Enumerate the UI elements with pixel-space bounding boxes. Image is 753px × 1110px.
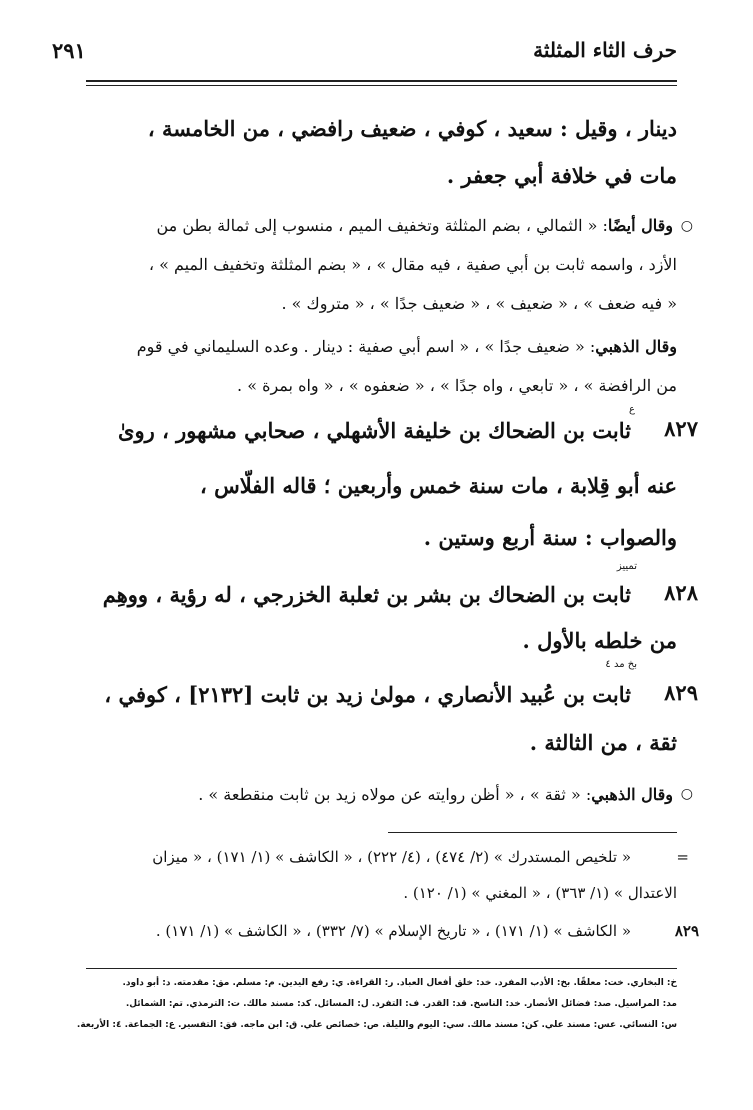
footnote-line: الاعتدال » (١/ ٣٦٣) ، « المغني » (١/ ١٢٠) . (403, 884, 677, 902)
main-text-line: مات في خلافة أبي جعفر . (446, 163, 677, 188)
chapter-title: حرف الثاء المثلثة (533, 38, 677, 62)
note-text: : « الثمالي ، بضم المثلثة وتخفيف الميم ، منسوب إلى ثمالة بطن من (156, 216, 608, 235)
note-circle-icon: ○ (680, 218, 693, 234)
note-line: الأزد ، واسمه ثابت بن أبي صفية ، فيه مقال » ، « بضم المثلثة وتخفيف الميم » ، (148, 255, 677, 274)
note-text: : « ثقة » ، « أظن روايته عن مولاه زيد بن ثابت منقطعة » . (198, 785, 592, 804)
note-lead: وقال أيضًا (607, 216, 673, 235)
footnote-number: ٨٢٩ (674, 922, 699, 940)
header-rule-thin (86, 85, 677, 86)
entry-line: ثابت بن عُبيد الأنصاري ، مولىٰ زيد بن ثابت [٢١٣٢] ، كوفي ، (104, 682, 631, 707)
entry-symbol: ع (629, 404, 635, 415)
entry-number: ٨٢٨ (664, 580, 698, 605)
entry-line: ثابت بن الضحاك بن بشر بن ثعلبة الخزرجي ، له رؤية ، ووهِم (102, 582, 631, 607)
entry-number: ٨٢٧ (664, 416, 698, 441)
entry-line: والصواب : سنة أربع وستين . (423, 525, 677, 550)
abbreviations-rule (86, 968, 677, 969)
note-line: من الرافضة » ، « تابعي ، واه جدًا » ، « ضعفوه » ، « واه بمرة » . (237, 376, 677, 395)
entry-line: من خلطه بالأول . (522, 628, 677, 653)
page-number: ٢٩١ (52, 38, 86, 63)
footnote-line: « الكاشف » (١/ ١٧١) ، « تاريخ الإسلام » (٧/ ٣٣٢) ، « الكاشف » (١/ ١٧١) . (155, 922, 631, 940)
abbreviations-line: س: النسائي. عس: مسند علي. كن: مسند مالك. سي: اليوم والليلة. ص: خصائص علي. ق: ابن ماجه. فق: التفسير. ع: الجماعة. ٤: الأربعة. (76, 1020, 677, 1030)
entry-symbol: تمييز (616, 561, 637, 572)
entry-symbol: بخ مد ٤ (605, 659, 637, 670)
note-lead: وقال الذهبي (595, 337, 677, 356)
header-rule (86, 80, 677, 82)
note-circle-icon: ○ (680, 786, 693, 802)
entry-number: ٨٢٩ (664, 680, 698, 705)
footnote-mark: = (676, 848, 689, 866)
note-text: : « ضعيف جدًا » ، « اسم أبي صفية : دينار . وعده السليماني في قوم (136, 337, 596, 356)
note-line (84, 776, 673, 814)
footnote-rule (388, 832, 677, 833)
entry-line: عنه أبو قِلابة ، مات سنة خمس وأربعين ؛ قاله الفلّاس ، (199, 473, 677, 498)
note-line: « فيه ضعف » ، « ضعيف » ، « ضعيف جدًا » ، « متروك » . (281, 294, 677, 313)
note-line (84, 207, 673, 245)
entry-line: ثقة ، من الثالثة . (529, 730, 677, 755)
main-text-line: دينار ، وقيل : سعيد ، كوفي ، ضعيف رافضي ، من الخامسة ، (147, 116, 677, 141)
note-line (84, 328, 677, 366)
footnote-line: « تلخيص المستدرك » (٢/ ٤٧٤) ، (٤/ ٢٢٢) ، « الكاشف » (١/ ١٧١) ، « ميزان (152, 848, 631, 866)
entry-line: ثابت بن الضحاك بن خليفة الأشهلي ، صحابي مشهور ، روىٰ (118, 418, 631, 443)
abbreviations-line: مد: المراسيل. صد: فضائل الأنصار. خد: الناسخ. قد: القدر. ف: التفرد. ل: المسائل. كد: مسند مالك. ت: الترمذي. تم: الشمائل. (125, 999, 677, 1009)
note-lead: وقال الذهبي (591, 785, 673, 804)
abbreviations-line: خ: البخاري. خت: معلقًا. بخ: الأدب المفرد. خد: خلق أفعال العباد. ر: القراءة. ي: رفع اليدين. م: مسلم. مق: مقدمته. د: أبو داود. (122, 978, 677, 988)
